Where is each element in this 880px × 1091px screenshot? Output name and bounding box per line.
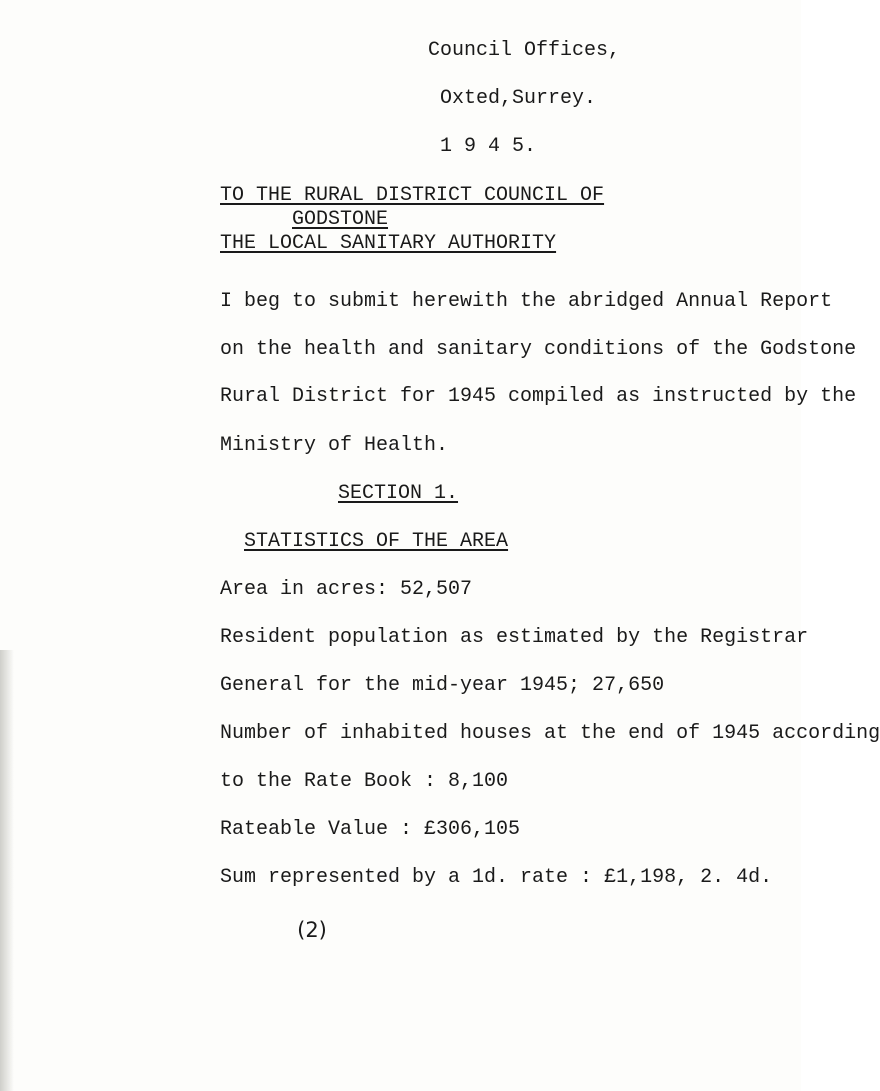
page-number: (2)	[297, 918, 327, 942]
scan-shadow	[0, 650, 14, 1091]
letterhead-office: Council Offices,	[428, 39, 621, 62]
letterhead-place: Oxted,Surrey.	[440, 87, 597, 110]
stat-rateable-value: Rateable Value : £306,105	[220, 818, 521, 841]
letterhead-year: 1 9 4 5.	[440, 135, 537, 158]
stat-houses-1: Number of inhabited houses at the end of 1945 according	[220, 722, 880, 745]
section-title: SECTION 1.	[338, 482, 459, 505]
intro-line-4: Ministry of Health.	[220, 434, 449, 457]
stat-population-1: Resident population as estimated by the Registrar	[220, 626, 809, 649]
section-subtitle: STATISTICS OF THE AREA	[244, 530, 509, 553]
stat-area: Area in acres: 52,507	[220, 578, 473, 601]
intro-line-1: I beg to submit herewith the abridged Annual Report	[220, 290, 833, 313]
intro-line-2: on the health and sanitary conditions of the Godstone	[220, 338, 857, 361]
stat-penny-rate: Sum represented by a 1d. rate : £1,198, 2. 4d.	[220, 866, 773, 889]
addressee-line-1: TO THE RURAL DISTRICT COUNCIL OF	[220, 184, 605, 207]
stat-houses-2: to the Rate Book : 8,100	[220, 770, 509, 793]
stat-population-2: General for the mid-year 1945; 27,650	[220, 674, 665, 697]
intro-line-3: Rural District for 1945 compiled as instructed by the	[220, 385, 857, 408]
addressee-line-3: THE LOCAL SANITARY AUTHORITY	[220, 232, 557, 255]
addressee-line-2: GODSTONE	[292, 208, 389, 231]
